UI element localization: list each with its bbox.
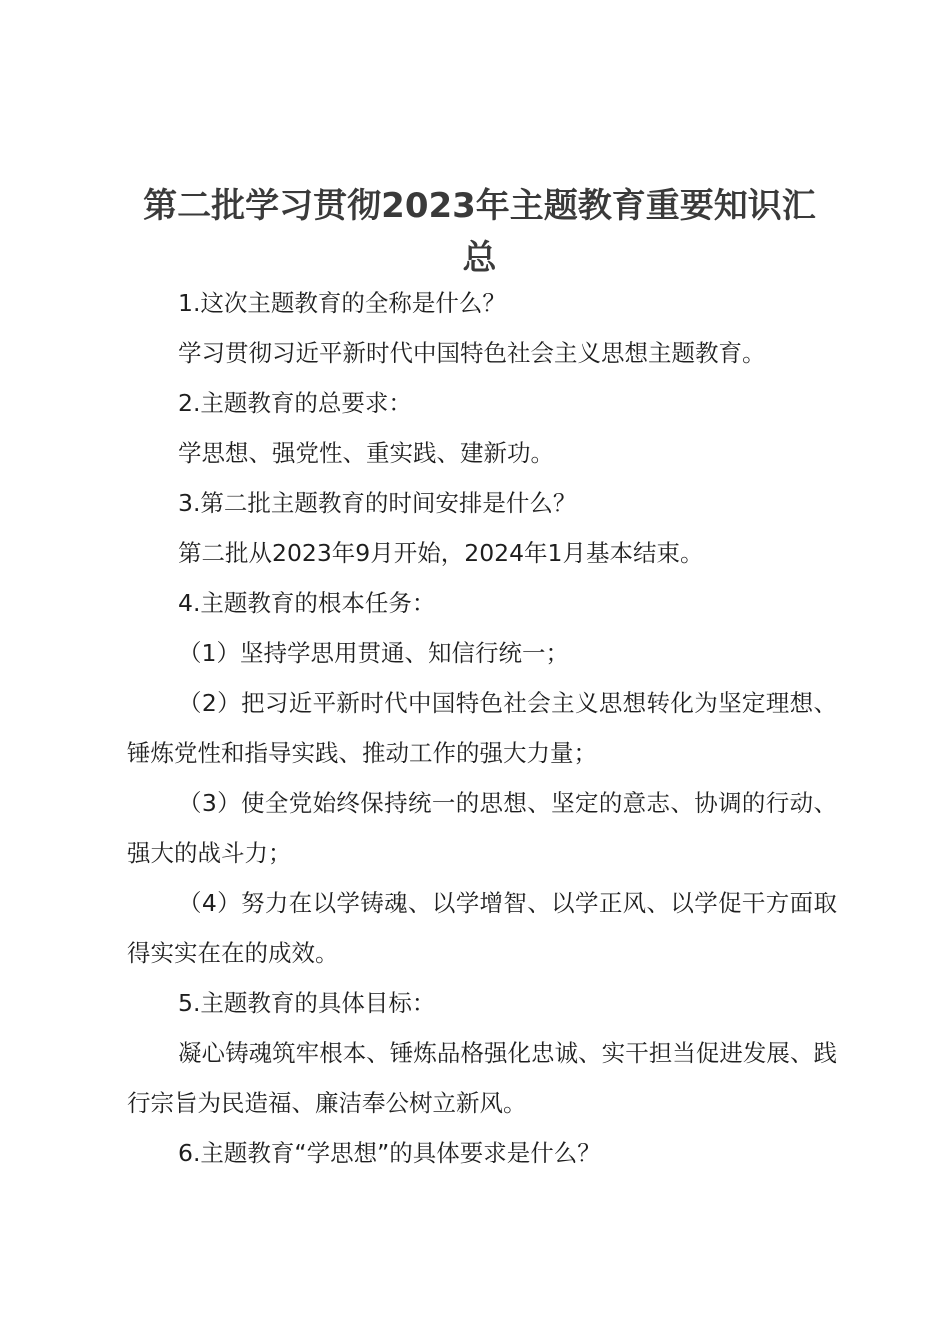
answer-4-item-4: （4）努力在以学铸魂、以学增智、以学正风、以学促干方面取得实实在在的成效。 [127,889,837,967]
answer-4-item-1: （1）坚持学思用贯通、知信行统一； [178,639,569,667]
document-body [127,278,837,1178]
document-title: 第二批学习贯彻2023年主题教育重要知识汇总 [143,186,816,278]
question-3: 3.第二批主题教育的时间安排是什么？ [178,489,577,517]
answer-2: 学思想、强党性、重实践、建新功。 [178,439,554,467]
question-5: 5.主题教育的具体目标： [178,989,436,1017]
answer-5: 凝心铸魂筑牢根本、锤炼品格强化忠诚、实干担当促进发展、践行宗旨为民造福、廉洁奉公树立新风。 [127,1039,837,1117]
question-1: 1.这次主题教育的全称是什么？ [178,289,506,317]
question-2: 2.主题教育的总要求： [178,389,412,417]
question-4: 4.主题教育的根本任务： [178,589,436,617]
answer-4-item-2: （2）把习近平新时代中国特色社会主义思想转化为坚定理想、锤炼党性和指导实践、推动工作的强大力量； [127,689,837,767]
question-6: 6.主题教育“学思想”的具体要求是什么？ [178,1139,601,1167]
answer-4-item-3: （3）使全党始终保持统一的思想、坚定的意志、协调的行动、强大的战斗力； [127,789,837,867]
answer-3: 第二批从2023年9月开始，2024年1月基本结束。 [178,539,704,567]
answer-1: 学习贯彻习近平新时代中国特色社会主义思想主题教育。 [178,339,766,367]
